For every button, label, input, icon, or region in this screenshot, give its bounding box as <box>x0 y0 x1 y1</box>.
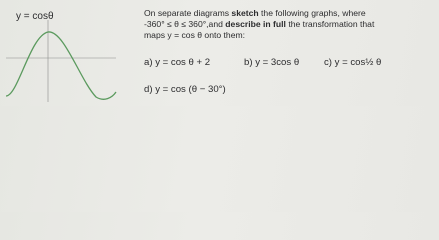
cosine-graph <box>0 0 118 106</box>
graph-label: y = cosθ <box>16 11 54 22</box>
question-c: c) y = cos½ θ <box>324 57 382 68</box>
cosine-curve <box>6 32 116 99</box>
sketch-bold: sketch <box>231 8 259 18</box>
question-d: d) y = cos (θ − 30°) <box>144 84 226 95</box>
instruction-line-3: maps y = cos θ onto them: <box>144 30 246 40</box>
instruction-line-1: On separate diagrams sketch the following graphs, where <box>144 8 366 18</box>
instruction-line-2: -360° ≤ θ ≤ 360°,and describe in full the transformation that <box>144 19 375 29</box>
question-a: a) y = cos θ + 2 <box>144 57 211 68</box>
question-b: b) y = 3cos θ <box>244 57 300 68</box>
describe-bold: describe in full <box>225 19 286 29</box>
